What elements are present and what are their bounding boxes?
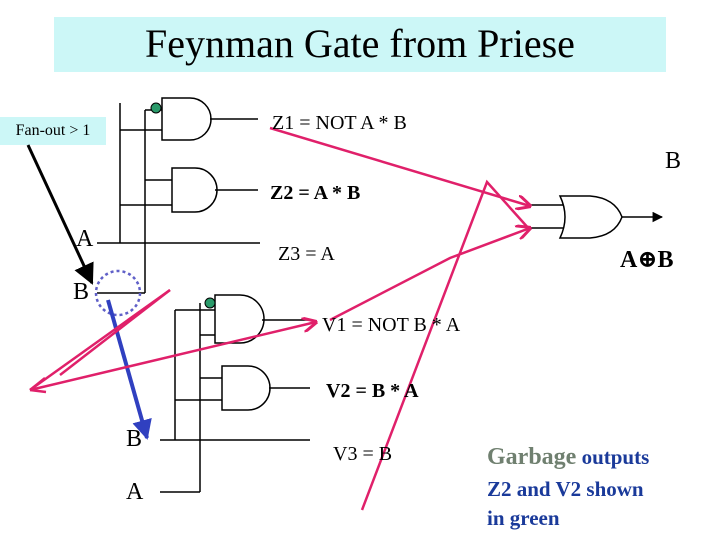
bottom-gate-cluster <box>160 295 310 492</box>
page-title: Feynman Gate from Priese <box>145 21 575 66</box>
b-right-label: B <box>665 148 682 174</box>
z3-label: Z3 = A <box>278 243 335 265</box>
garbage-note-line2: in green <box>487 506 560 530</box>
or-gate <box>530 196 662 238</box>
z1-label: Z1 = NOT A * B <box>272 112 407 134</box>
and-gate-z1 <box>162 98 211 140</box>
v2-label: V2 = B * A <box>326 380 419 402</box>
a-xor-b-label: A⊕B <box>620 247 674 273</box>
a-low-label: A <box>126 479 144 505</box>
b-input-label: B <box>73 279 90 305</box>
v3-label: V3 = B <box>333 443 393 465</box>
and-gate-z2 <box>172 168 217 212</box>
garbage-note-line1: Z2 and V2 shown <box>487 477 644 501</box>
garbage-note <box>487 475 644 533</box>
a-input-label: A <box>76 226 94 252</box>
garbage-heading <box>487 445 649 469</box>
b-low-label: B <box>126 426 143 452</box>
z2-label: Z2 = A * B <box>270 182 361 204</box>
top-gate-cluster <box>97 98 260 293</box>
inverter-bubble-icon <box>205 298 215 308</box>
garbage-word: Garbage <box>487 444 577 470</box>
fanout-label: Fan-out > 1 <box>0 117 106 145</box>
fanout-arrow <box>28 145 92 283</box>
inverter-bubble-icon <box>151 103 161 113</box>
v1-label: V1 = NOT B * A <box>322 314 461 336</box>
garbage-rest: outputs <box>576 445 650 469</box>
and-gate-v2 <box>222 366 270 410</box>
